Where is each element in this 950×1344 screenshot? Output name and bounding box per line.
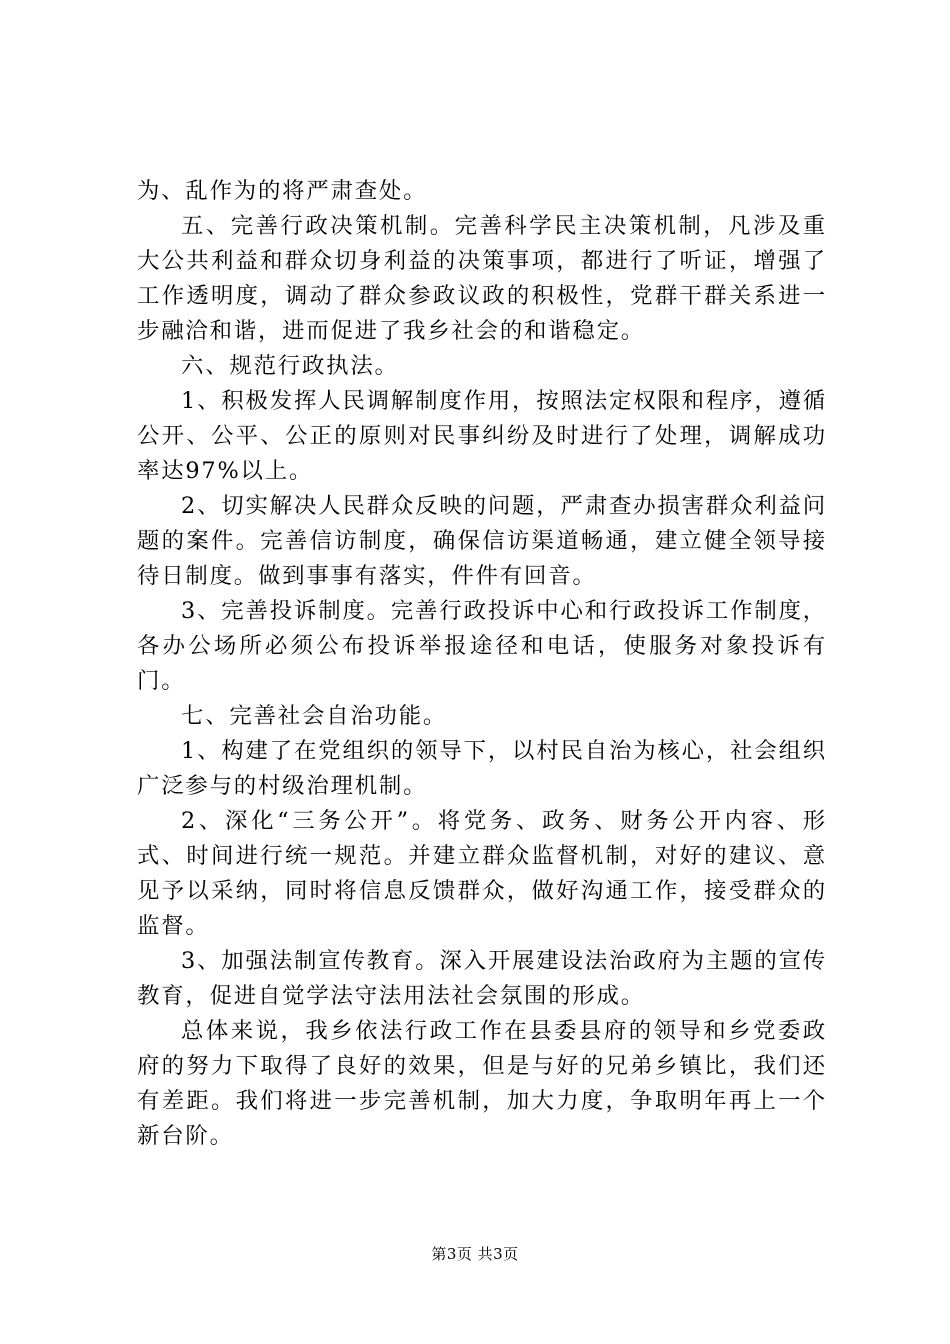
paragraph: 2、深化“三务公开”。将党务、政务、财务公开内容、形式、时间进行统一规范。并建立群众监督机制，对好的建议、意见予以采纳，同时将信息反馈群众，做好沟通工作，接受群众的监督。 (137, 808, 827, 939)
paragraph: 总体来说，我乡依法行政工作在县委县府的领导和乡党委政府的努力下取得了良好的效果，但是与好的兄弟乡镇比，我们还有差距。我们将进一步完善机制，加大力度，争取明年再上一个新台阶。 (137, 1018, 827, 1149)
page-number-footer: 第3页 共3页 (431, 1245, 519, 1263)
section-heading: 六、规范行政执法。 (181, 353, 399, 379)
document-body (137, 174, 827, 1154)
paragraph: 五、完善行政决策机制。完善科学民主决策机制，凡涉及重大公共利益和群众切身利益的决策事项，都进行了听证，增强了工作透明度，调动了群众参政议政的积极性，党群干群关系进一步融洽和谐，进而促进了我乡社会的和谐稳定。 (137, 213, 827, 344)
paragraph: 2、切实解决人民群众反映的问题，严肃查办损害群众利益问题的案件。完善信访制度，确保信访渠道畅通，建立健全领导接待日制度。做到事事有落实，件件有回音。 (137, 493, 827, 589)
paragraph: 3、加强法制宣传教育。深入开展建设法治政府为主题的宣传教育，促进自觉学法守法用法社会氛围的形成。 (137, 948, 827, 1009)
paragraph: 1、构建了在党组织的领导下，以村民自治为核心，社会组织广泛参与的村级治理机制。 (137, 738, 827, 799)
paragraph: 3、完善投诉制度。完善行政投诉中心和行政投诉工作制度，各办公场所必须公布投诉举报途径和电话，使服务对象投诉有门。 (137, 598, 827, 694)
paragraph: 为、乱作为的将严肃查处。 (137, 178, 428, 204)
paragraph: 1、积极发挥人民调解制度作用，按照法定权限和程序，遵循公开、公平、公正的原则对民事纠纷及时进行了处理，调解成功率达97%以上。 (137, 388, 827, 484)
section-heading: 七、完善社会自治功能。 (181, 703, 448, 729)
